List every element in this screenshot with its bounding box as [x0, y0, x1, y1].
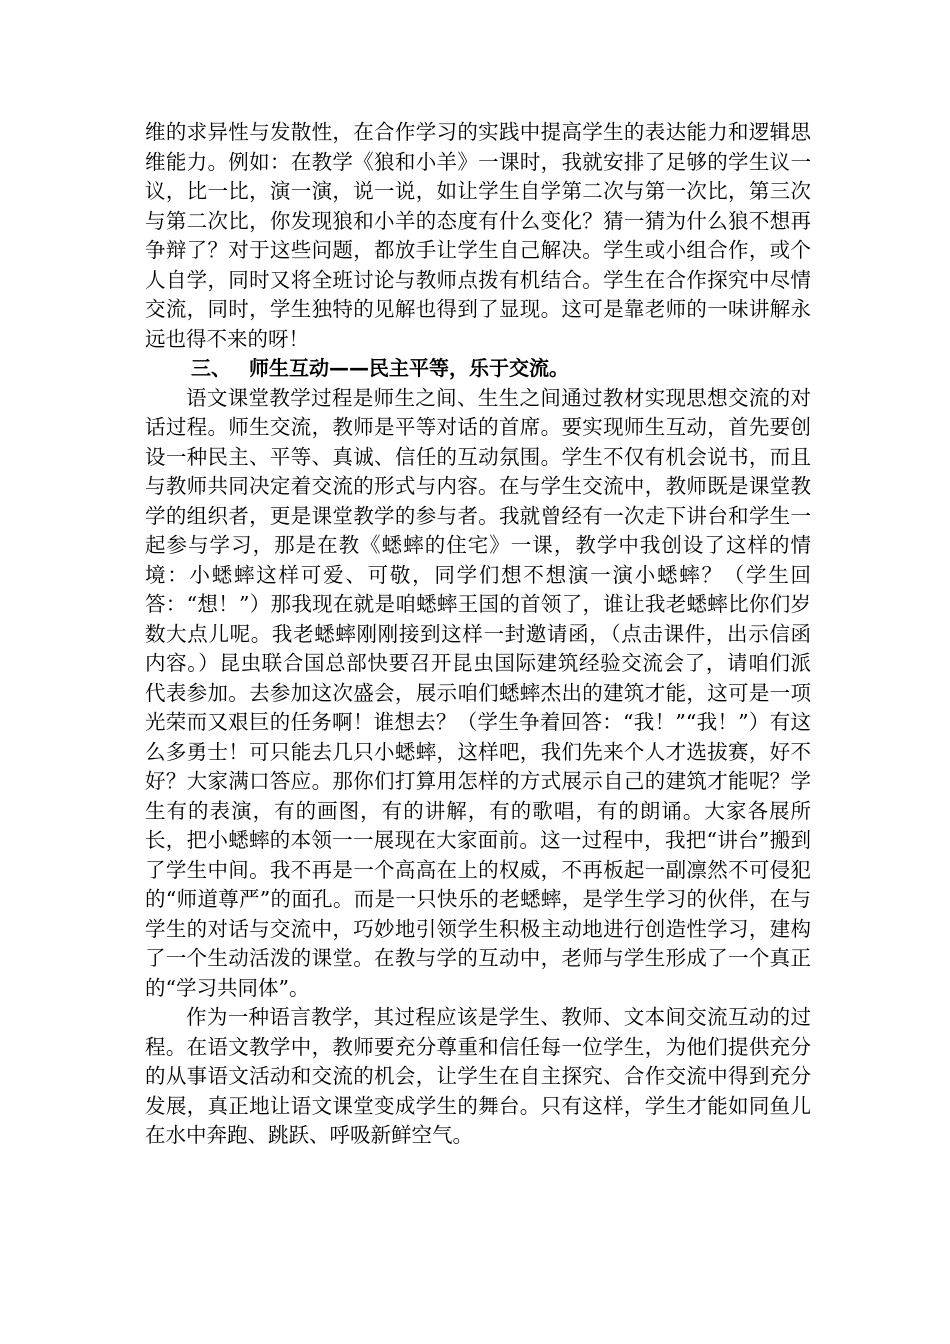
document-page — [145, 118, 811, 1151]
section-heading-number: 三、 — [191, 356, 231, 380]
paragraph-interaction: 语文课堂教学过程是师生之间、生生之间通过教材实现思想交流的对话过程。师生交流，教师是平等对话的首席。要实现师生互动，首先要创设一种民主、平等、真诚、信任的互动氛围。学生不仅有机会说书，而且与教师共同决定着交流的形式与内容。在与学生交流中，教师既是课堂教学的组织者，更是课堂教学的参与者。我就曾经有一次走下讲台和学生一起参与学习，那是在教《蟋蟀的住宅》一课，教学中我创设了这样的情境：小蟋蟀这样可爱、可敬，同学们想不想演一演小蟋蟀？（学生回答：“想！”）那我现在就是咱蟋蟀王国的首领了，谁让我老蟋蟀比你们岁数大点儿呢。我老蟋蟀刚刚接到这样一封邀请函，（点击课件，出示信函内容。）昆虫联合国总部快要召开昆虫国际建筑经验交流会了，请咱们派代表参加。去参加这次盛会，展示咱们蟋蟀杰出的建筑才能，这可是一项光荣而又艰巨的任务啊！谁想去？（学生争着回答：“我！”“我！”）有这么多勇士！可只能去几只小蟋蟀，这样吧，我们先来个人才选拔赛，好不好？大家满口答应。那你们打算用怎样的方式展示自己的建筑才能呢？学生有的表演，有的画图，有的讲解，有的歌唱，有的朗诵。大家各展所长，把小蟋蟀的本领一一展现在大家面前。这一过程中，我把“讲台”搬到了学生中间。我不再是一个高高在上的权威，不再板起一副凛然不可侵犯的“师道尊严”的面孔。而是一只快乐的老蟋蟀，是学生学习的伙伴，在与学生的对话与交流中，巧妙地引领学生积极主动地进行创造性学习，建构了一个生动活泼的课堂。在教与学的互动中，老师与学生形成了一个真正的“学习共同体”。 — [145, 385, 811, 1000]
paragraph-conclusion: 作为一种语言教学，其过程应该是学生、教师、文本间交流互动的过程。在语文教学中，教师要充分尊重和信任每一位学生，为他们提供充分的从事语文活动和交流的机会，让学生在自主探究、合作交流中得到充分发展，真正地让语文课堂变成学生的舞台。只有这样，学生才能如同鱼儿在水中奔跑、跳跃、呼吸新鲜空气。 — [145, 1005, 811, 1147]
section-heading-text: 师生互动——民主平等，乐于交流。 — [249, 356, 569, 380]
section-heading — [145, 354, 811, 384]
paragraph-continued: 维的求异性与发散性，在合作学习的实践中提高学生的表达能力和逻辑思维能力。例如：在教学《狼和小羊》一课时，我就安排了足够的学生议一议，比一比，演一演，说一说，如让学生自学第二次与第一次比，第三次与第二次比，你发现狼和小羊的态度有什么变化？猜一猜为什么狼不想再争辩了？对于这些问题，都放手让学生自己解决。学生或小组合作，或个人自学，同时又将全班讨论与教师点拨有机结合。学生在合作探究中尽情交流，同时，学生独特的见解也得到了显现。这可是靠老师的一味讲解永远也得不来的呀！ — [145, 120, 811, 351]
